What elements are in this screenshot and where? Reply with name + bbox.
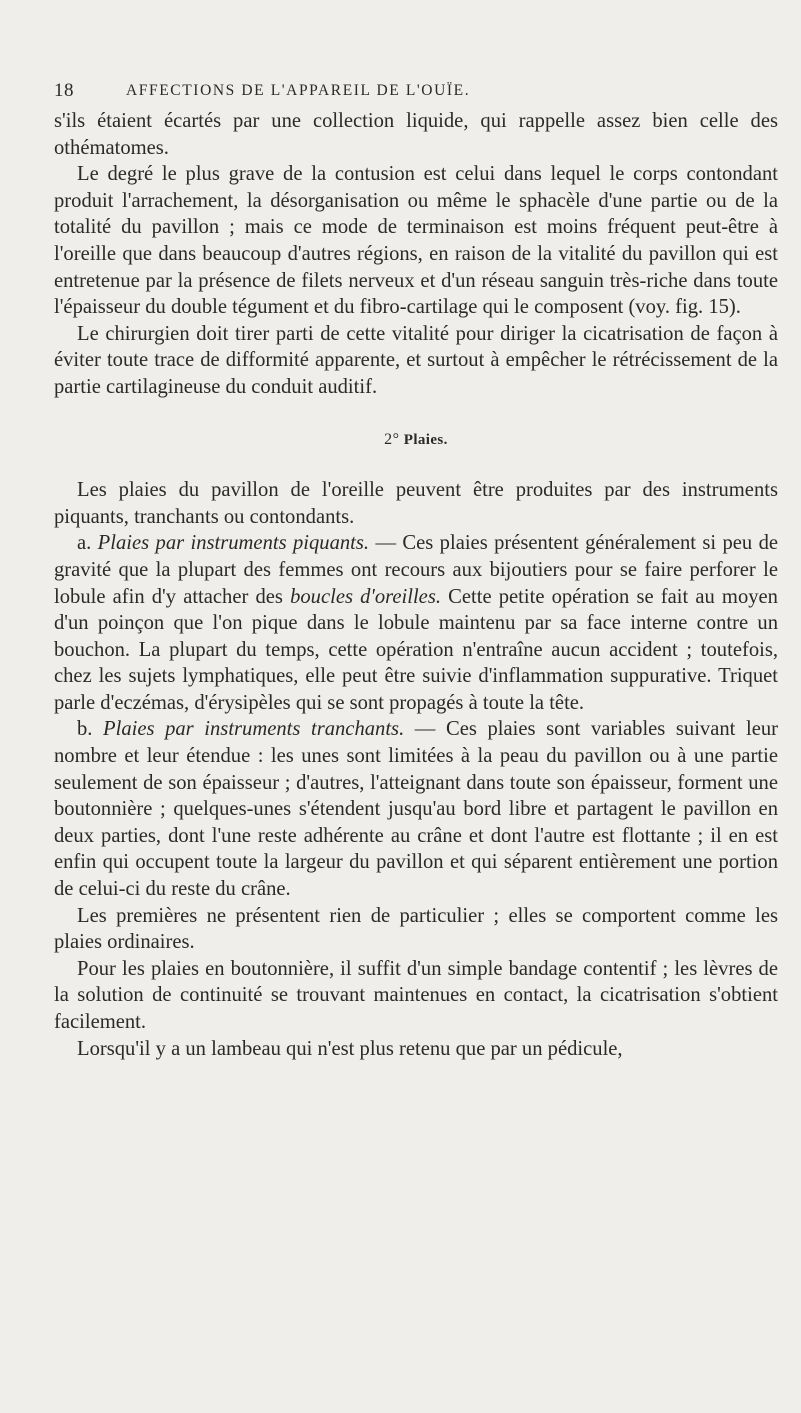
paragraph-lambeau: Lorsqu'il y a un lambeau qui n'est plus retenu que par un pédicule, [77, 1037, 623, 1060]
subheading-tranchants: Plaies par instruments tranchants. [103, 718, 405, 741]
page-header [54, 80, 778, 106]
term-boucles: boucles d'oreilles. [290, 585, 441, 608]
paragraph-premieres: Les premières ne présentent rien de particulier ; elles se comportent comme les plaies ordinaires. [54, 904, 778, 954]
page-number: 18 [54, 80, 74, 101]
text-piquants-b: Cette petite opération se fait au moyen d'un poinçon que l'on pique dans le lobule maintenu par sa face interne contre un bouchon. La plupart du temps, cette opération n'entraîne aucun accident ; toutefois, chez les sujets lymphatiques, elle peut être suivie d'inflammation suppurative. Triquet parle d'eczémas, d'érysipèles qui se sont propagés à toute la tête. [54, 585, 778, 714]
paragraph-surgeon: Le chirurgien doit tirer parti de cette vitalité pour diriger la cicatrisation de façon à éviter toute trace de difformité apparente, et surtout à empêcher le rétrécissement de la partie cartilagineuse du conduit auditif. [54, 322, 778, 398]
paragraph-piquants [54, 530, 778, 716]
item-letter-b: b. [77, 718, 104, 741]
item-letter-a: a. [77, 532, 98, 555]
paragraph-continuation: s'ils étaient écartés par une collection liquide, qui rappelle assez bien celle des othématomes. [54, 110, 778, 159]
paragraph-tranchants [54, 716, 778, 902]
paragraph-contusion-degree: Le degré le plus grave de la contusion est celui dans lequel le corps contondant produit l'arrachement, la désorganisation ou même le sphacèle d'une partie ou de la totalité du pavillon ; mais ce mode de terminaison est moins fréquent peut-être à l'oreille que dans beaucoup d'autres régions, en raison de la vitalité du pavillon qui est entretenue par la présence de filets nerveux et d'un réseau sanguin très-riche dans toute l'épaisseur du double tégument et du fibro-cartilage qui le composent (voy. fig. 15). [54, 163, 778, 319]
paragraph-boutonniere: Pour les plaies en boutonnière, il suffit d'un simple bandage contentif ; les lèvres de la solution de continuité se trouvant maintenues en contact, la cicatrisation s'obtient facilement. [54, 957, 778, 1033]
section-heading [54, 427, 778, 454]
paragraph-plaies-intro: Les plaies du pavillon de l'oreille peuvent être produites par des instruments piquants, tranchants ou contondants. [54, 479, 778, 528]
subheading-piquants: Plaies par instruments piquants. [97, 532, 370, 555]
text-piquants-a: — Ces plaies présentent généralement si peu de gravité que la plupart des femmes ont recours aux bijoutiers pour se faire perforer le lobule afin d'y attacher des [54, 532, 779, 608]
page-body [54, 108, 778, 1062]
running-head: AFFECTIONS DE L'APPAREIL DE L'OUÏE. [126, 82, 471, 99]
section-number: 2° [384, 430, 400, 448]
text-tranchants: — Ces plaies sont variables suivant leur nombre et leur étendue : les unes sont limitées à la peau du pavillon ou à une partie seulement de son épaisseur ; d'autres, l'atteignant dans toute son épaisseur, forment une boutonnière ; quelques-unes s'étendent jusqu'au bord libre et partagent le pavillon en deux parties, dont l'une reste adhérente au crâne et dont l'autre est flottante ; il en est enfin qui occupent toute la largeur du pavillon et qui séparent entièrement une portion de celui-ci du reste du crâne. [54, 718, 778, 901]
section-label: Plaies. [403, 431, 448, 448]
